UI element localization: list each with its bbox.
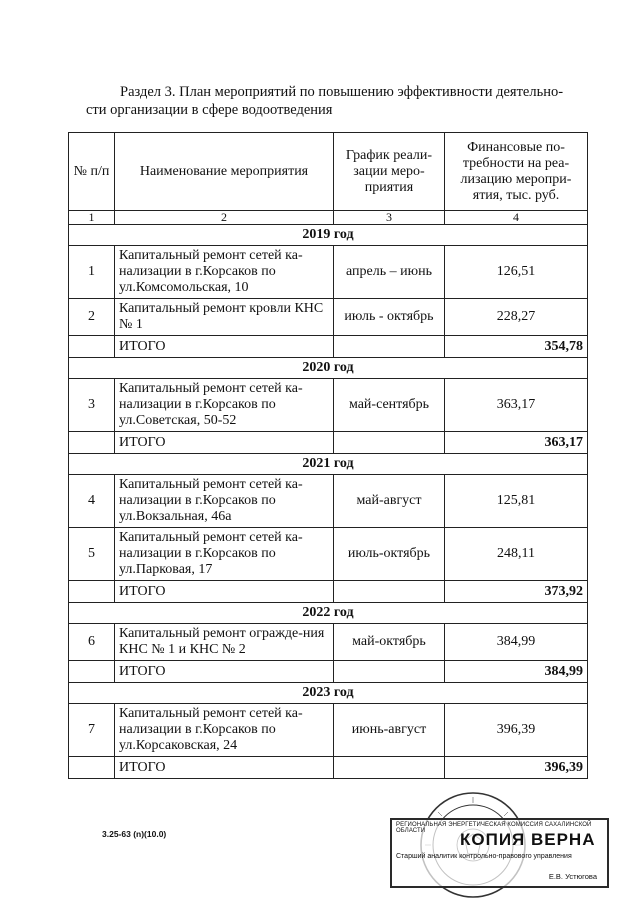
empty-cell	[334, 432, 445, 454]
row-schedule: апрель – июнь	[334, 246, 445, 299]
total-label: ИТОГО	[115, 432, 334, 454]
row-cost: 248,11	[445, 528, 588, 581]
row-schedule: май-август	[334, 475, 445, 528]
document-code: 3.25-63 (n)(10.0)	[102, 829, 167, 839]
year-label: 2023 год	[69, 683, 588, 704]
column-number: 3	[334, 211, 445, 225]
row-cost: 396,39	[445, 704, 588, 757]
row-name: Капитальный ремонт сетей ка-нализации в г.Корсаков по ул.Корсаковская, 24	[115, 704, 334, 757]
total-row	[69, 661, 588, 683]
row-name: Капитальный ремонт сетей ка-нализации в г.Корсаков по ул.Вокзальная, 46а	[115, 475, 334, 528]
measures-table	[68, 132, 588, 779]
row-num: 1	[69, 246, 115, 299]
row-schedule: июль - октябрь	[334, 299, 445, 336]
total-row	[69, 581, 588, 603]
total-label: ИТОГО	[115, 336, 334, 358]
heading-line-1: Раздел 3. План мероприятий по повышению эффективности деятельно-	[120, 84, 564, 100]
stamp-organization: РЕГИОНАЛЬНАЯ ЭНЕРГЕТИЧЕСКАЯ КОМИССИЯ САХАЛИНСКОЙ ОБЛАСТИ	[396, 822, 592, 834]
year-row	[69, 225, 588, 246]
heading-line-2: сти организации в сфере водоотведения	[86, 102, 333, 118]
header-cost: Финансовые по-требности на реа-лизацию меропри-ятия, тыс. руб.	[445, 133, 588, 211]
year-row	[69, 603, 588, 624]
year-row	[69, 358, 588, 379]
row-name: Капитальный ремонт сетей ка-нализации в г.Корсаков по ул.Комсомольская, 10	[115, 246, 334, 299]
year-row	[69, 683, 588, 704]
row-cost: 384,99	[445, 624, 588, 661]
year-label: 2022 год	[69, 603, 588, 624]
empty-cell	[334, 757, 445, 779]
column-number-row	[69, 211, 588, 225]
total-value: 363,17	[445, 432, 588, 454]
row-cost: 363,17	[445, 379, 588, 432]
header-name: Наименование мероприятия	[115, 133, 334, 211]
row-name: Капитальный ремонт огражде-ния КНС № 1 и КНС № 2	[115, 624, 334, 661]
row-num: 2	[69, 299, 115, 336]
row-schedule: май-сентябрь	[334, 379, 445, 432]
row-cost: 125,81	[445, 475, 588, 528]
year-label: 2021 год	[69, 454, 588, 475]
total-value: 384,99	[445, 661, 588, 683]
header-num: № п/п	[69, 133, 115, 211]
empty-cell	[69, 336, 115, 358]
total-label: ИТОГО	[115, 757, 334, 779]
table-header-row	[69, 133, 588, 211]
certified-copy-stamp	[390, 818, 609, 888]
table-row	[69, 299, 588, 336]
row-num: 7	[69, 704, 115, 757]
row-num: 3	[69, 379, 115, 432]
column-number: 1	[69, 211, 115, 225]
year-label: 2019 год	[69, 225, 588, 246]
total-value: 396,39	[445, 757, 588, 779]
total-value: 373,92	[445, 581, 588, 603]
row-schedule: июль-октябрь	[334, 528, 445, 581]
row-num: 6	[69, 624, 115, 661]
empty-cell	[69, 661, 115, 683]
column-number: 4	[445, 211, 588, 225]
row-schedule: май-октябрь	[334, 624, 445, 661]
row-name: Капитальный ремонт кровли КНС № 1	[115, 299, 334, 336]
stamp-signatory: Е.В. Устюгова	[548, 872, 597, 881]
section-heading	[86, 83, 586, 119]
row-name: Капитальный ремонт сетей ка-нализации в г.Корсаков по ул.Советская, 50-52	[115, 379, 334, 432]
total-row	[69, 757, 588, 779]
total-label: ИТОГО	[115, 661, 334, 683]
empty-cell	[69, 432, 115, 454]
empty-cell	[69, 581, 115, 603]
total-row	[69, 432, 588, 454]
empty-cell	[334, 661, 445, 683]
empty-cell	[334, 581, 445, 603]
year-row	[69, 454, 588, 475]
stamp-title: КОПИЯ ВЕРНА	[460, 830, 596, 849]
header-schedule: График реали-зации меро-приятия	[334, 133, 445, 211]
total-row	[69, 336, 588, 358]
row-schedule: июнь-август	[334, 704, 445, 757]
table-row	[69, 704, 588, 757]
table-row	[69, 246, 588, 299]
stamp-role: Старший аналитик контрольно-правового управления	[396, 853, 572, 860]
column-number: 2	[115, 211, 334, 225]
row-cost: 228,27	[445, 299, 588, 336]
row-cost: 126,51	[445, 246, 588, 299]
table-row	[69, 624, 588, 661]
row-name: Капитальный ремонт сетей ка-нализации в г.Корсаков по ул.Парковая, 17	[115, 528, 334, 581]
table-row	[69, 528, 588, 581]
table-row	[69, 379, 588, 432]
empty-cell	[69, 757, 115, 779]
total-value: 354,78	[445, 336, 588, 358]
year-label: 2020 год	[69, 358, 588, 379]
row-num: 5	[69, 528, 115, 581]
total-label: ИТОГО	[115, 581, 334, 603]
table-row	[69, 475, 588, 528]
empty-cell	[334, 336, 445, 358]
row-num: 4	[69, 475, 115, 528]
